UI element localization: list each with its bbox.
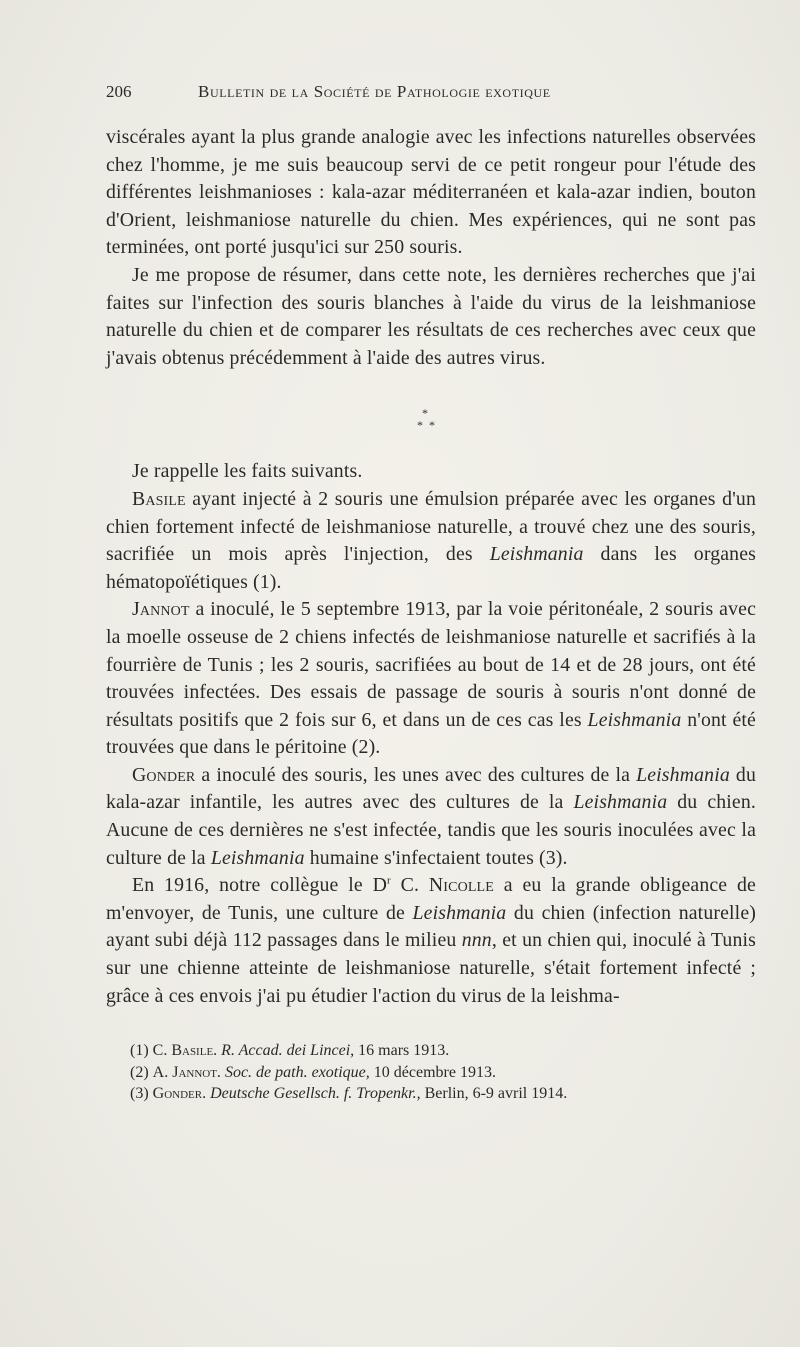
paragraph-text: du chien. Aucune de ces dernières ne s'est infectée, tandis que les souris inoculées avec la culture de la	[106, 791, 756, 869]
paragraph-gonder	[106, 762, 756, 872]
footnote-number: (2)	[130, 1063, 149, 1081]
paragraph-text: a inoculé, le 5 septembre 1913, par la voie péritonéale, 2 souris avec la moelle osseuse de 2 chiens infectés de leishmaniose naturelle et sacrifiés à la fourrière de Tunis ; les 2 souris, sacrifiées au bout de 14 et de 28 jours, ont été trouvées infectées. Des essais de passage de souris à souris n'ont donné de résultats positifs que 2 fois sur 6, et dans un de ces cas les	[106, 598, 756, 731]
genus-name: Leishmania	[587, 708, 682, 731]
asterism	[106, 372, 756, 458]
footnote-number: (1)	[130, 1042, 149, 1060]
footnotes	[106, 1040, 756, 1105]
genus-name: Leishmania	[489, 543, 584, 566]
paragraph-text: C.	[390, 874, 429, 897]
paragraph-text: du kala-azar infantile, les autres avec des cultures de la	[106, 763, 756, 814]
paragraph-text: humaine s'infectaient toutes (3).	[304, 846, 568, 869]
paragraph-text: n'ont été trouvées que dans le péritoine (2).	[106, 708, 756, 759]
genus-name: Leishmania	[636, 763, 730, 786]
footnote-author: A. Jannot.	[152, 1063, 221, 1081]
genus-name: Leishmania	[412, 901, 507, 924]
author-name: Jannot	[132, 598, 190, 621]
paragraph-jannot	[106, 596, 756, 762]
paragraph-text: ayant injecté à 2 souris une émulsion préparée avec les organes d'un chien fortement infecté de leishmaniose naturelle, a trouvé chez une des souris, sacrifiée un mois après l'injection, des	[106, 487, 756, 566]
running-head	[106, 82, 756, 102]
footnote-text: Berlin, 6-9 avril 1914.	[420, 1085, 568, 1103]
footnote-number: (3)	[130, 1085, 149, 1103]
asterism-star: *	[417, 418, 424, 433]
paragraph-text: , et un chien qui, inoculé à Tunis sur une chienne atteinte de leishmaniose naturelle, s'était fortement infecté ; grâce à ces envois j'ai pu étudier l'action du virus de la leishma-	[106, 929, 756, 1007]
author-name: Gonder	[132, 763, 196, 786]
superscript: r	[387, 874, 391, 887]
author-name: Basile	[132, 487, 186, 510]
footnote-3	[130, 1083, 756, 1105]
footnote-journal: R. Accad. dei Lincei,	[221, 1042, 355, 1060]
paragraph-text: du chien (infection naturelle) ayant subi déjà 112 passages dans le milieu	[106, 901, 756, 952]
paragraph-text: a inoculé des souris, les unes avec des cultures de la	[195, 763, 637, 786]
genus-name: Leishmania	[210, 846, 305, 869]
genus-name: Leishmania	[573, 791, 668, 814]
paragraph-nicolle	[106, 872, 756, 1010]
page-number: 206	[106, 82, 132, 101]
paragraph-text: En 1916, notre collègue le D	[132, 874, 388, 897]
footnote-text: 10 décembre 1913.	[369, 1063, 496, 1081]
asterism-star: *	[429, 418, 436, 433]
footnote-author: C. Basile.	[152, 1042, 218, 1060]
footnote-journal: Soc. de path. exotique,	[224, 1063, 370, 1081]
paragraph-1: viscérales ayant la plus grande analogie avec les infections naturelles observées chez l'homme, je me suis beaucoup servi de ce petit rongeur pour l'étude des différentes leishmanioses : kala-azar méditerranéen et kala-azar indien, bouton d'Orient, leishmaniose naturelle du chien. Mes expériences, qui ne sont pas terminées, ont porté jusqu'ici sur 250 souris.	[106, 126, 756, 259]
footnote-author: Gonder.	[152, 1085, 207, 1103]
footnote-2	[130, 1062, 756, 1084]
paragraph-text: a eu la grande obligeance de m'envoyer, de Tunis, une culture de	[106, 874, 756, 924]
medium-name: nnn	[461, 929, 492, 952]
author-name: Nicolle	[428, 874, 494, 897]
paragraph-basile	[106, 486, 756, 596]
footnote-1	[130, 1040, 756, 1062]
footnote-journal: Deutsche Gesellsch. f. Tropenkr.,	[210, 1085, 421, 1103]
footnote-text: 16 mars 1913.	[354, 1042, 450, 1060]
paragraph-3: Je rappelle les faits suivants.	[132, 460, 363, 483]
running-title: Bulletin de la Société de Pathologie exotique	[198, 82, 551, 101]
body-text	[106, 124, 756, 1010]
asterism-star: *	[422, 406, 429, 421]
paragraph-text: dans les organes hématopoïétiques (1).	[106, 543, 756, 593]
paragraph-2: Je me propose de résumer, dans cette note, les dernières recherches que j'ai faites sur l'infection des souris blanches à l'aide du virus de la leishmaniose naturelle du chien et de comparer les résultats de ces recherches avec ceux que j'avais obtenus précédemment à l'aide des autres virus.	[106, 263, 756, 369]
